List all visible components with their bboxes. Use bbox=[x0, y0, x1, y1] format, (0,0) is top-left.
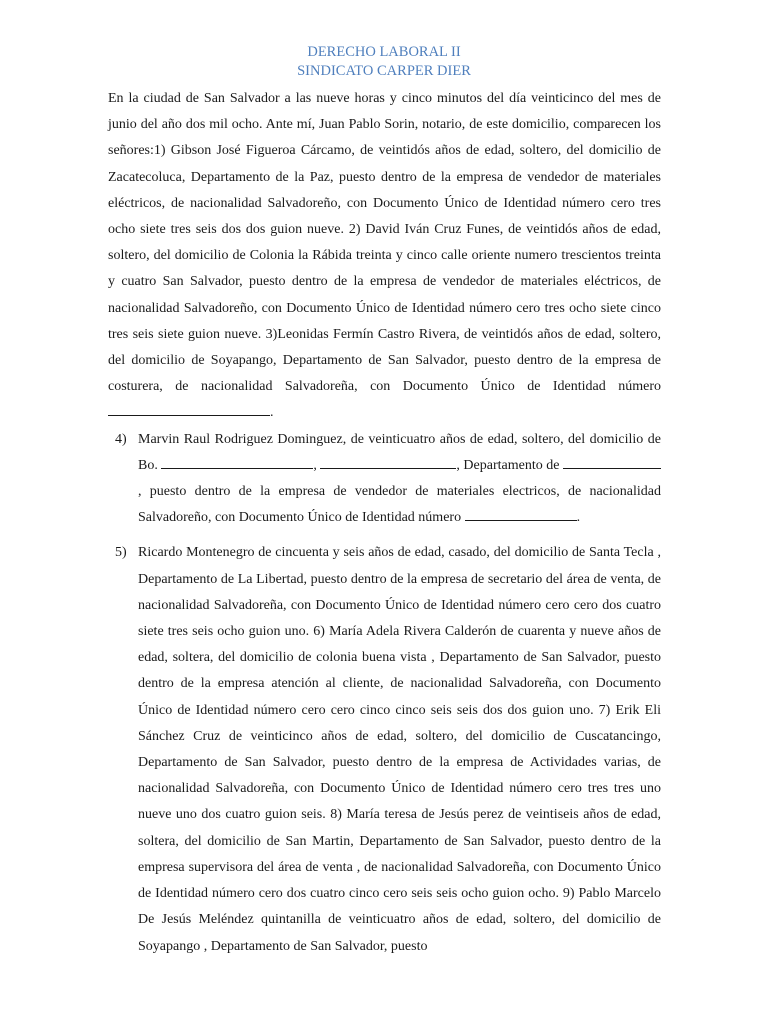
item-sep: , bbox=[313, 457, 317, 473]
appearing-list bbox=[108, 427, 661, 960]
blank-dui-3 bbox=[108, 400, 270, 416]
item-text: Ricardo Montenegro de cincuenta y seis años de edad, casado, del domicilio de Santa Tecla , Departamento de La Libertad, puesto dentro de la empresa de secretario del área de venta, de nacionalidad Salvadoreña, con Documento Único de Identidad número cero cero dos cuatro siete tres seis ocho guion uno. 6) María Adela Rivera Calderón de cuarenta y nueve años de edad, soltera, del domicilio de colonia buena vista , Departamento de San Salvador, puesto dentro de la empresa atención al cliente, de nacionalidad Salvadoreña, con Documento Único de Identidad número cero cero cinco cinco seis seis dos dos guion uno. 7) Erik Eli Sánchez Cruz de veinticinco años de edad, soltero, del domicilio de Cuscatancingo, Departamento de San Salvador, puesto dentro de la empresa de Actividades varias, de nacionalidad Salvadoreña, con Documento Único de Identidad número cero tres tres uno nueve uno dos cuatro guion seis. 8) María teresa de Jesús perez de veintiseis años de edad, soltera, del domicilio de San Martin, Departamento de San Salvador, puesto dentro de la empresa supervisora del área de venta , de nacionalidad Salvadoreña, con Documento Único de Identidad número cero dos cuatro cinco cero seis seis ocho guion ocho. 9) Pablo Marcelo De Jesús Meléndez quintanilla de veinticuatro años de edad, soltero, del domicilio de Soyapango , Departamento de San Salvador, puesto bbox=[138, 545, 661, 954]
document-header bbox=[0, 43, 768, 81]
intro-end: . bbox=[270, 405, 274, 421]
union-title: SINDICATO CARPER DIER bbox=[297, 63, 471, 79]
item-sep: , Departamento de bbox=[456, 457, 560, 473]
intro-paragraph bbox=[108, 86, 661, 427]
course-title: DERECHO LABORAL II bbox=[307, 44, 461, 60]
item-text: , puesto dentro de la empresa de vendedor de materiales electricos, de nacionalidad Salvadoreño, con Documento Único de Identidad número bbox=[138, 484, 661, 526]
intro-text: En la ciudad de San Salvador a las nueve horas y cinco minutos del día veinticinco del mes de junio del año dos mil ocho. Ante mí, Juan Pablo Sorin, notario, de este domicilio, comparecen los señores:1) Gibson José Figueroa Cárcamo, de veintidós años de edad, soltero, del domicilio de Zacatecoluca, Departamento de la Paz, puesto dentro de la empresa de vendedor de materiales eléctricos, de nacionalidad Salvadoreño, con Documento Único de Identidad número cero tres ocho siete tres seis dos dos guion nueve. 2) David Iván Cruz Funes, de veintidós años de edad, soltero, del domicilio de Colonia la Rábida treinta y cinco calle oriente numero trescientos treinta y cuatro San Salvador, puesto dentro de la empresa de vendedor de materiales eléctricos, de nacionalidad Salvadoreño, con Documento Único de Identidad número cero tres ocho siete cinco tres seis siete guion nueve. 3)Leonidas Fermín Castro Rivera, de veintidós años de edad, soltero, del domicilio de Soyapango, Departamento de San Salvador, puesto dentro de la empresa de costurera, de nacionalidad Salvadoreña, con Documento Único de Identidad número bbox=[108, 91, 661, 395]
document-body bbox=[108, 86, 661, 960]
blank-address-1 bbox=[161, 453, 313, 469]
blank-dui-4 bbox=[465, 505, 577, 521]
item-text: Marvin Raul Rodriguez Dominguez, de veinticuatro años de edad, soltero, del domicilio de Bo. bbox=[138, 431, 661, 473]
list-item bbox=[108, 540, 661, 959]
item-end: . bbox=[576, 510, 581, 526]
blank-address-2 bbox=[320, 453, 456, 469]
list-item bbox=[108, 427, 661, 532]
blank-department bbox=[563, 453, 661, 469]
item-number: 5) bbox=[115, 545, 127, 561]
item-number: 4) bbox=[115, 431, 127, 447]
